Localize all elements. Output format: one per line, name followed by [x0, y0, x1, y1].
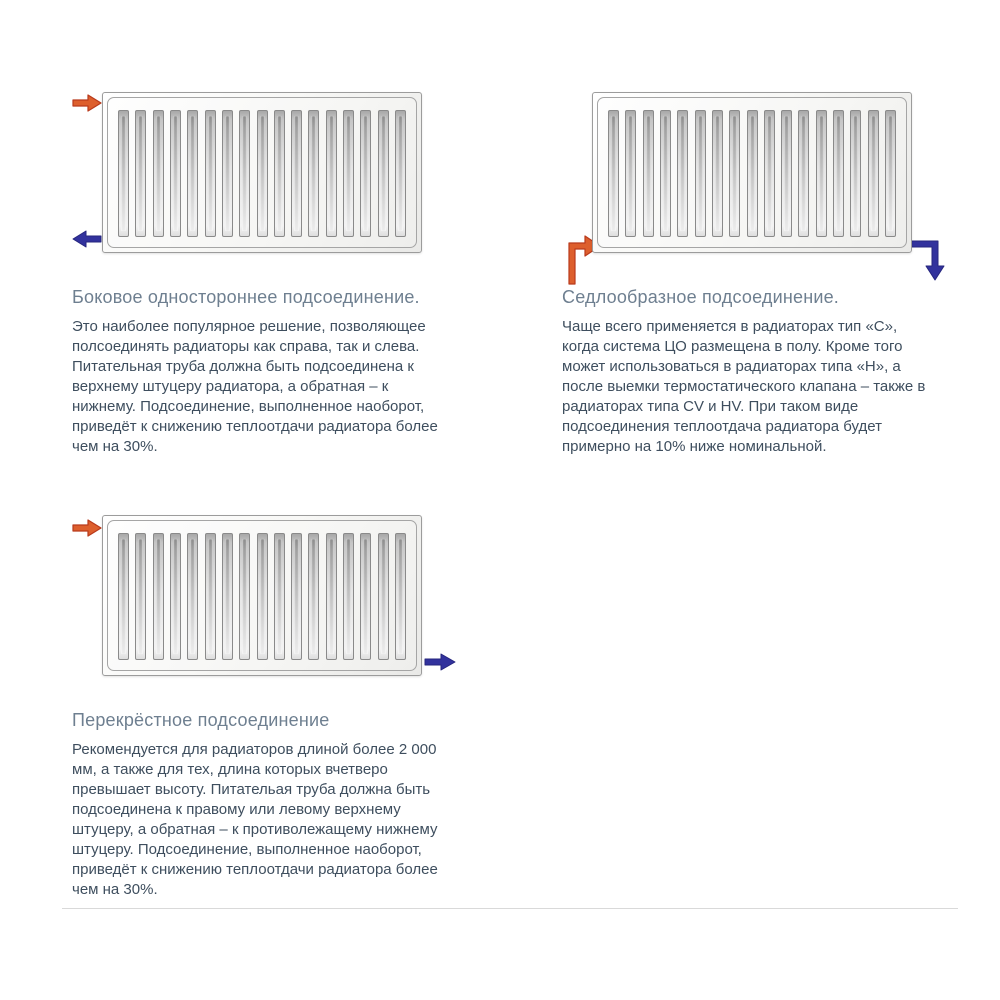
radiator-fin	[816, 110, 827, 237]
radiator-fin	[170, 533, 181, 660]
radiator-panel	[597, 97, 907, 248]
radiator-fin	[118, 110, 129, 237]
radiator-fin	[308, 533, 319, 660]
return-flow-bent-right-down-arrow-icon	[908, 236, 950, 284]
radiator-illustration	[102, 92, 422, 253]
radiator-fin	[274, 110, 285, 237]
radiator-panel	[107, 520, 417, 671]
radiator-fins	[608, 110, 896, 237]
radiator-fin	[326, 110, 337, 237]
radiator-fin	[170, 110, 181, 237]
radiator-illustration	[102, 515, 422, 676]
radiator-fin	[833, 110, 844, 237]
radiator-fin	[135, 533, 146, 660]
section-cross-connection	[72, 515, 447, 900]
radiator-diagram-saddle	[592, 92, 912, 253]
section-side-connection	[72, 92, 447, 457]
section-title: Седлообразное подсоединение.	[562, 287, 839, 307]
section-saddle-connection	[562, 92, 937, 457]
section-body-text: Чаще всего применяется в радиаторах тип «С», когда система ЦО размещена в полу. Кроме того может использоваться в радиаторах типа «H», а после выемки термостатического клапана – также в радиаторах типа CV и HV. При таком виде подсоединения теплоотдача радиатора будет примерно на 10% ниже номинальной.	[562, 318, 926, 455]
radiator-fin	[378, 110, 389, 237]
radiator-fin	[360, 533, 371, 660]
radiator-fin	[608, 110, 619, 237]
radiator-fin	[360, 110, 371, 237]
radiator-fin	[274, 533, 285, 660]
empty-grid-cell	[562, 515, 937, 900]
radiator-fin	[153, 110, 164, 237]
radiator-fin	[257, 110, 268, 237]
radiator-fin	[326, 533, 337, 660]
radiator-fin	[257, 533, 268, 660]
radiator-fin	[308, 110, 319, 237]
radiator-fin	[222, 533, 233, 660]
radiator-fin	[781, 110, 792, 237]
section-title: Боковое одностороннее подсоединение.	[72, 287, 420, 307]
radiator-fin	[187, 110, 198, 237]
radiator-fin	[729, 110, 740, 237]
radiator-fin	[395, 533, 406, 660]
radiator-illustration	[592, 92, 912, 253]
radiator-fin	[850, 110, 861, 237]
return-flow-left-arrow-icon	[72, 229, 102, 249]
section-title: Перекрёстное подсоединение	[72, 710, 330, 730]
radiator-fin	[291, 110, 302, 237]
section-body-text: Это наиболее популярное решение, позволяющее полсоединять радиаторы как справа, так и слева. Питательная труба должна быть подсоединена к верхнему штуцеру радиатора, а обратная – к нижнему. Подсоединение, выполненное наоборот, приведёт к снижению теплоотдачи радиатора более чем на 30%.	[72, 318, 438, 455]
radiator-fin	[764, 110, 775, 237]
radiator-fin	[205, 110, 216, 237]
radiator-fin	[643, 110, 654, 237]
radiator-fin	[153, 533, 164, 660]
radiator-fin	[378, 533, 389, 660]
radiator-fin	[885, 110, 896, 237]
content-area	[62, 0, 958, 909]
radiator-fin	[205, 533, 216, 660]
radiator-fins	[118, 110, 406, 237]
radiator-fin	[187, 533, 198, 660]
radiator-fin	[343, 110, 354, 237]
radiator-fin	[660, 110, 671, 237]
radiator-fin	[395, 110, 406, 237]
radiator-fin	[239, 110, 250, 237]
radiator-fin	[291, 533, 302, 660]
radiator-fin	[677, 110, 688, 237]
bottom-divider	[62, 908, 958, 909]
section-body-text: Рекомендуется для радиаторов длиной более 2 000 мм, а также для тех, длина которых вчетверо превышает высоту. Питательая труба должна быть подсоединена к правому или левому верхнему штуцеру, а обратная – к противолежащему нижнему штуцеру. Подсоединение, выполненное наоборот, приведёт к снижению теплоотдачи радиатора более чем на 30%.	[72, 741, 438, 898]
radiator-diagram-cross	[102, 515, 422, 676]
radiator-panel	[107, 97, 417, 248]
supply-flow-right-arrow-icon	[72, 93, 102, 113]
radiator-fin	[222, 110, 233, 237]
return-flow-right-arrow-icon	[424, 652, 456, 672]
radiator-fin	[135, 110, 146, 237]
radiator-fin	[118, 533, 129, 660]
radiator-fin	[625, 110, 636, 237]
supply-flow-right-arrow-icon	[72, 518, 102, 538]
radiator-fin	[747, 110, 758, 237]
radiator-fin	[239, 533, 250, 660]
radiator-fin	[695, 110, 706, 237]
radiator-fin	[712, 110, 723, 237]
sections-grid	[62, 92, 958, 900]
radiator-diagram-side	[102, 92, 422, 253]
radiator-fin	[868, 110, 879, 237]
radiator-fin	[798, 110, 809, 237]
radiator-fin	[343, 533, 354, 660]
radiator-fins	[118, 533, 406, 660]
